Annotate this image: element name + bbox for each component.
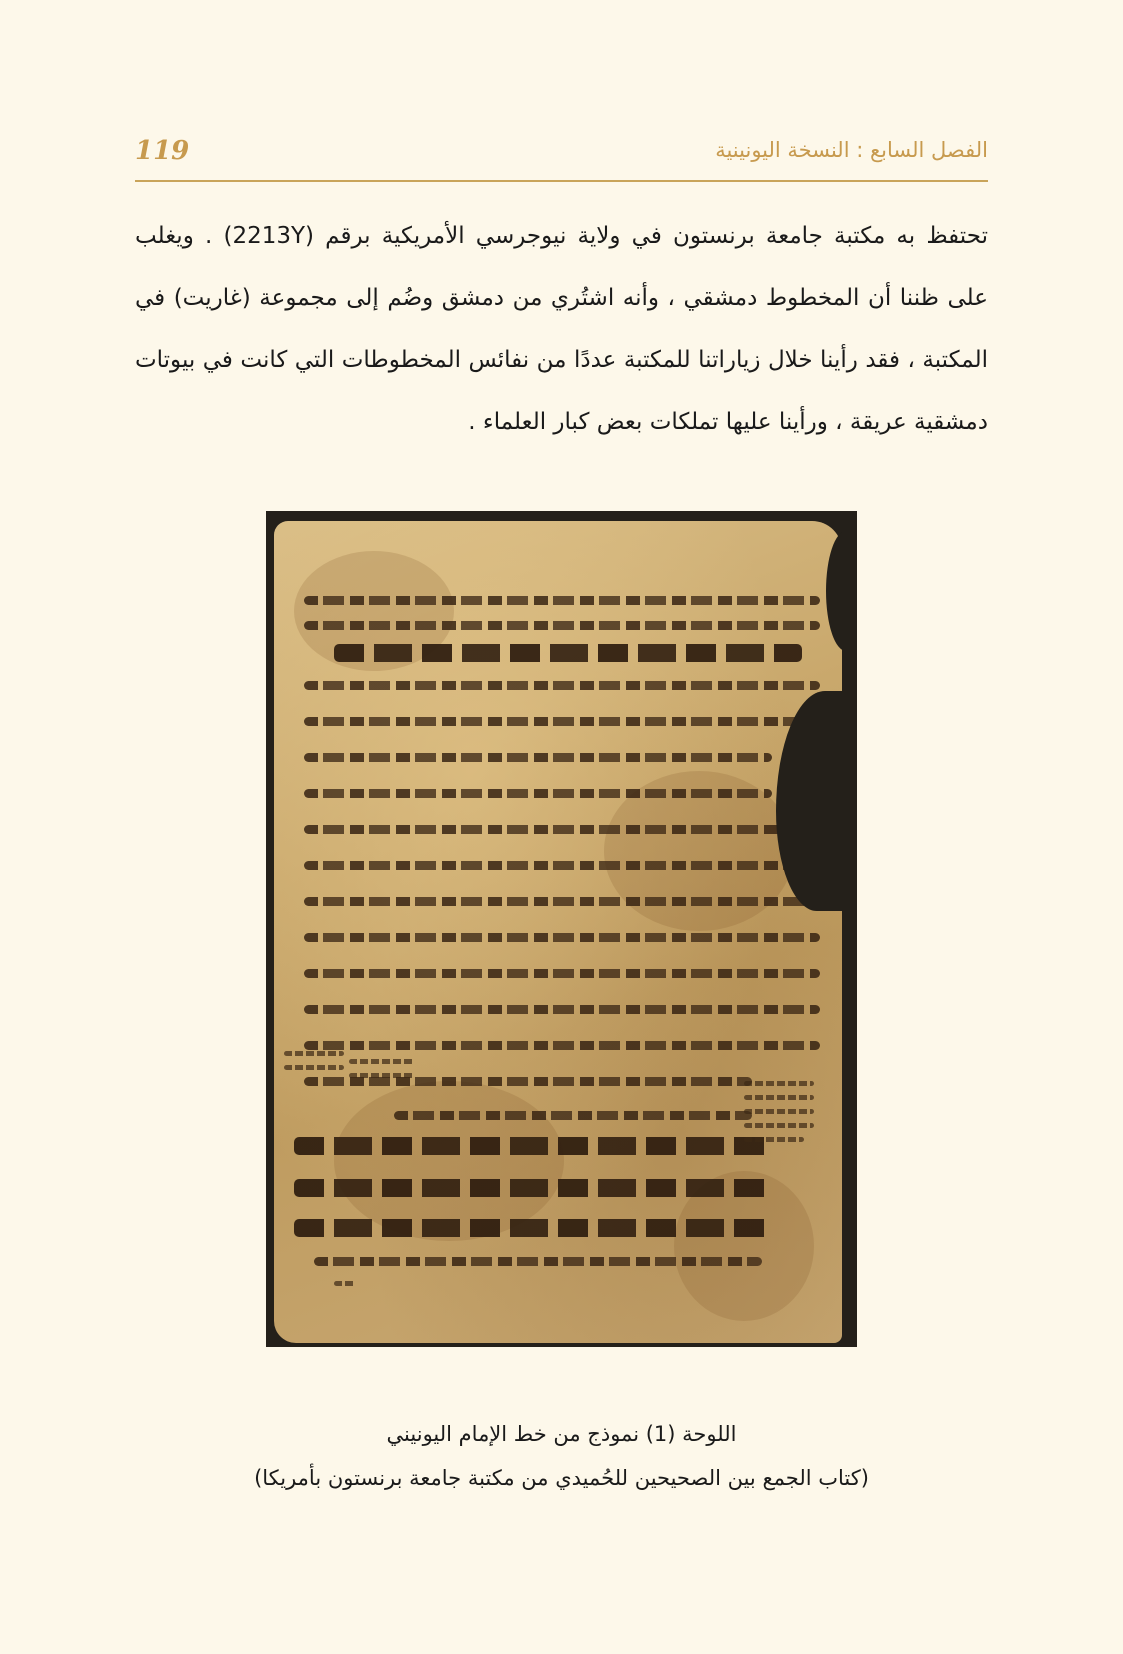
body-paragraph: تحتفظ به مكتبة جامعة برنستون في ولاية نيوجرسي الأمريكية برقم (2213Y) . ويغلب على ظننا أن المخطوط دمشقي ، وأنه اشتُري من دمشق وضُم إلى مجموعة (غاريت) في المكتبة ، فقد رأينا خلال زياراتنا للمكتبة عددًا من نفائس المخطوطات التي كانت في بيوتات دمشقية عريقة ، ورأينا عليها تملكات بعض كبار العلماء . xyxy=(135,223,988,435)
caption-line-1: اللوحة (1) نموذج من خط الإمام اليونيني xyxy=(386,1422,737,1446)
page-header xyxy=(135,128,988,182)
manuscript-parchment xyxy=(274,521,842,1343)
caption-line-2: (كتاب الجمع بين الصحيحين للحُميدي من مكتبة جامعة برنستون بأمريكا) xyxy=(254,1466,869,1490)
manuscript-image xyxy=(266,511,857,1347)
page-number: 119 xyxy=(135,136,190,166)
figure-caption xyxy=(135,1412,988,1500)
running-title: الفصل السابع : النسخة اليونينية xyxy=(715,138,988,162)
body-text xyxy=(135,205,988,453)
